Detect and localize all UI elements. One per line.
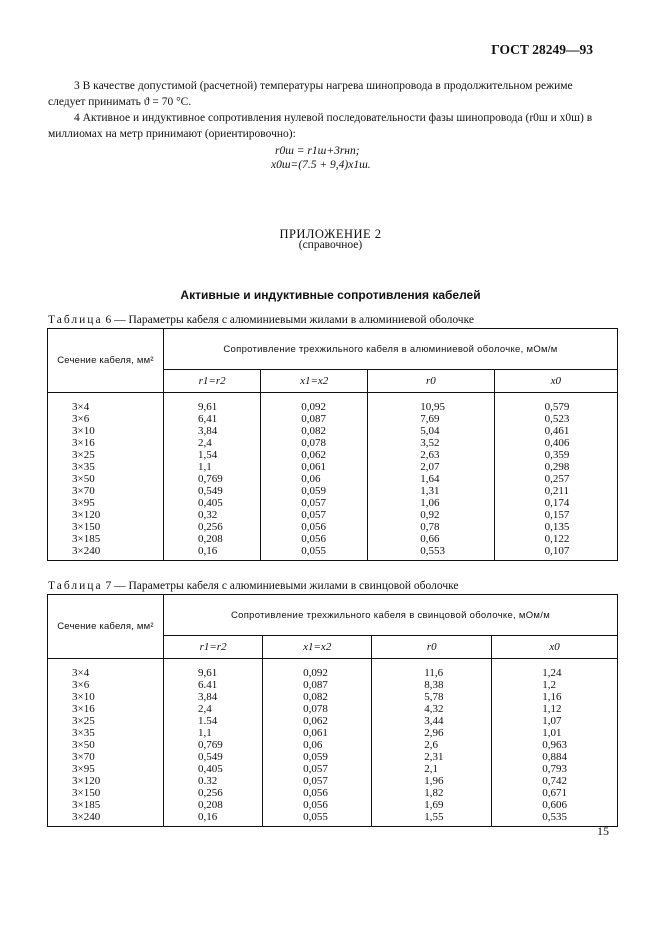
table-7-body — [48, 659, 618, 827]
cell-r0: 0,553 — [368, 545, 494, 561]
table-row — [48, 739, 618, 751]
cell-r1-r2: 1,54 — [164, 449, 261, 461]
table-row — [48, 799, 618, 811]
cell-x1-x2: 0,056 — [261, 533, 368, 545]
cell-r1-r2: 0,256 — [164, 521, 261, 533]
table-row — [48, 533, 618, 545]
cell-r0: 1,96 — [372, 775, 492, 787]
group-header: Сопротивление трехжильного кабеля в алюминиевой оболочке, мОм/м — [164, 329, 618, 370]
cell-x0: 0,535 — [492, 811, 618, 827]
table-row — [48, 437, 618, 449]
paragraph-4: 4 Активное и индуктивное сопротивления нулевой последовательности фазы шинопровода (r0ш и x0ш) в — [74, 112, 593, 124]
cell-x1-x2: 0,056 — [263, 787, 372, 799]
cell-x1-x2: 0,061 — [261, 461, 368, 473]
table-6-caption — [48, 314, 474, 326]
cell-x1-x2: 0,057 — [261, 509, 368, 521]
table-7 — [47, 594, 618, 827]
cell-r1-r2: 1.54 — [164, 715, 263, 727]
formula-x0: x0ш=(7.5 + 9,4)x1ш. — [271, 159, 371, 171]
cell-x1-x2: 0,056 — [263, 799, 372, 811]
table-6 — [47, 328, 618, 561]
table-6-caption-number: 6 — [105, 314, 112, 326]
col-header-x0: x0 — [492, 636, 618, 659]
cell-x0: 1,2 — [492, 679, 618, 691]
cell-section: 3×70 — [48, 751, 164, 763]
cell-x1-x2: 0,057 — [263, 775, 372, 787]
table-row — [48, 473, 618, 485]
cell-r1-r2: 0,208 — [164, 799, 263, 811]
cell-x0: 0,579 — [494, 393, 617, 414]
table-row — [48, 691, 618, 703]
cell-section: 3×70 — [48, 485, 164, 497]
cell-x1-x2: 0,061 — [263, 727, 372, 739]
cell-r1-r2: 0,405 — [164, 497, 261, 509]
table-row — [48, 509, 618, 521]
table-row — [48, 703, 618, 715]
cell-section: 3×185 — [48, 533, 164, 545]
cell-x1-x2: 0,056 — [261, 521, 368, 533]
cell-x0: 0,211 — [494, 485, 617, 497]
cell-r0: 1,31 — [368, 485, 494, 497]
table-row — [48, 425, 618, 437]
page-number: 15 — [597, 824, 609, 838]
paragraph-3 — [48, 78, 614, 94]
table-7-caption-prefix: Таблица — [48, 580, 103, 592]
cell-r1-r2: 2,4 — [164, 437, 261, 449]
table-row — [48, 715, 618, 727]
cell-x1-x2: 0,055 — [261, 545, 368, 561]
table-row — [48, 787, 618, 799]
cell-x1-x2: 0,062 — [263, 715, 372, 727]
table-row — [48, 521, 618, 533]
cell-r0: 3,44 — [372, 715, 492, 727]
cell-section: 3×16 — [48, 437, 164, 449]
document-code: ГОСТ 28249—93 — [491, 42, 593, 57]
section-title: Активные и индуктивные сопротивления кабелей — [180, 288, 481, 302]
cell-x0: 0,107 — [494, 545, 617, 561]
table-6-caption-text: — Параметры кабеля с алюминиевыми жилами в алюминиевой оболочке — [114, 314, 474, 326]
cell-x0: 0,884 — [492, 751, 618, 763]
cell-section: 3×10 — [48, 691, 164, 703]
cell-x1-x2: 0,059 — [263, 751, 372, 763]
cell-r0: 5,78 — [372, 691, 492, 703]
paragraph-3-line-1: 3 В качестве допустимой (расчетной) температуры нагрева шинопровода в продолжительном режиме — [74, 80, 573, 92]
cell-section: 3×6 — [48, 679, 164, 691]
cell-section: 3×120 — [48, 775, 164, 787]
cell-r0: 5,04 — [368, 425, 494, 437]
cell-r1-r2: 0,549 — [164, 751, 263, 763]
col-header-x0: x0 — [494, 370, 617, 393]
cell-x1-x2: 0,087 — [263, 679, 372, 691]
cell-r0: 0,66 — [368, 533, 494, 545]
cell-section: 3×120 — [48, 509, 164, 521]
paragraph-4-line-2: миллиомах на метр принимают (ориентировочно): — [48, 128, 296, 140]
cell-r1-r2: 1,1 — [164, 461, 261, 473]
table-row — [48, 775, 618, 787]
cell-x0: 0,359 — [494, 449, 617, 461]
cell-section: 3×25 — [48, 715, 164, 727]
cell-x0: 0,461 — [494, 425, 617, 437]
table-row — [48, 449, 618, 461]
cell-section: 3×25 — [48, 449, 164, 461]
cell-r0: 7,69 — [368, 413, 494, 425]
cell-r0: 10,95 — [368, 393, 494, 414]
cell-x0: 0,963 — [492, 739, 618, 751]
cell-section: 3×50 — [48, 739, 164, 751]
table-row — [48, 413, 618, 425]
col-header-r0: r0 — [368, 370, 494, 393]
cell-r0: 2,31 — [372, 751, 492, 763]
cell-x0: 1,24 — [492, 659, 618, 680]
cell-x1-x2: 0,057 — [263, 763, 372, 775]
cell-r0: 2,07 — [368, 461, 494, 473]
cell-x0: 1,01 — [492, 727, 618, 739]
cell-r1-r2: 3,84 — [164, 425, 261, 437]
section-header: Сечение кабеля, мм² — [48, 329, 164, 393]
cell-section: 3×185 — [48, 799, 164, 811]
table-7-caption-text: — Параметры кабеля с алюминиевыми жилами в свинцовой оболочке — [114, 580, 459, 592]
cell-r1-r2: 9,61 — [164, 393, 261, 414]
table-row — [48, 485, 618, 497]
cell-x0: 0,523 — [494, 413, 617, 425]
cell-r0: 0,92 — [368, 509, 494, 521]
cell-r1-r2: 0,769 — [164, 739, 263, 751]
cell-x0: 1,07 — [492, 715, 618, 727]
cell-section: 3×95 — [48, 497, 164, 509]
cell-x1-x2: 0,06 — [261, 473, 368, 485]
cell-x1-x2: 0,078 — [261, 437, 368, 449]
cell-r1-r2: 0,256 — [164, 787, 263, 799]
table-row — [48, 751, 618, 763]
table-6-body — [48, 393, 618, 561]
cell-x0: 1,16 — [492, 691, 618, 703]
cell-r0: 2,6 — [372, 739, 492, 751]
table-7-caption-number: 7 — [105, 580, 112, 592]
cell-x1-x2: 0,092 — [263, 659, 372, 680]
cell-r1-r2: 1,1 — [164, 727, 263, 739]
col-header-r1: r1=r2 — [164, 370, 261, 393]
col-header-x1: x1=x2 — [263, 636, 372, 659]
table-row — [48, 679, 618, 691]
cell-section: 3×6 — [48, 413, 164, 425]
appendix-title: ПРИЛОЖЕНИЕ 2 — [279, 227, 382, 241]
cell-r1-r2: 0,16 — [164, 811, 263, 827]
cell-x0: 0,122 — [494, 533, 617, 545]
table-row — [48, 811, 618, 827]
cell-x1-x2: 0,055 — [263, 811, 372, 827]
cell-r0: 3,52 — [368, 437, 494, 449]
cell-x0: 1,12 — [492, 703, 618, 715]
cell-section: 3×16 — [48, 703, 164, 715]
cell-section: 3×4 — [48, 393, 164, 414]
cell-x0: 0,606 — [492, 799, 618, 811]
paragraph-3-line-2: следует принимать ϑ = 70 °С. — [48, 96, 192, 108]
col-header-x1: x1=x2 — [261, 370, 368, 393]
appendix-subtitle: (справочное) — [298, 239, 363, 251]
cell-x0: 0,406 — [494, 437, 617, 449]
cell-x1-x2: 0,062 — [261, 449, 368, 461]
cell-section: 3×35 — [48, 461, 164, 473]
cell-section: 3×150 — [48, 787, 164, 799]
cell-r0: 1,55 — [372, 811, 492, 827]
cell-r0: 8,38 — [372, 679, 492, 691]
cell-r1-r2: 0,549 — [164, 485, 261, 497]
table-row — [48, 659, 618, 680]
cell-r0: 1,06 — [368, 497, 494, 509]
cell-x1-x2: 0,082 — [263, 691, 372, 703]
section-header: Сечение кабеля, мм² — [48, 595, 164, 659]
cell-x1-x2: 0,057 — [261, 497, 368, 509]
cell-x1-x2: 0,06 — [263, 739, 372, 751]
cell-section: 3×4 — [48, 659, 164, 680]
cell-r0: 0,78 — [368, 521, 494, 533]
cell-section: 3×50 — [48, 473, 164, 485]
cell-section: 3×95 — [48, 763, 164, 775]
cell-x1-x2: 0,059 — [261, 485, 368, 497]
cell-x0: 0,157 — [494, 509, 617, 521]
cell-r1-r2: 0,16 — [164, 545, 261, 561]
cell-r1-r2: 0,208 — [164, 533, 261, 545]
cell-section: 3×10 — [48, 425, 164, 437]
cell-r1-r2: 0.32 — [164, 775, 263, 787]
cell-r1-r2: 0,32 — [164, 509, 261, 521]
cell-r0: 4,32 — [372, 703, 492, 715]
cell-x0: 0,671 — [492, 787, 618, 799]
cell-x1-x2: 0,082 — [261, 425, 368, 437]
cell-x0: 0,135 — [494, 521, 617, 533]
table-6-caption-prefix: Таблица — [48, 314, 103, 326]
cell-x0: 0,174 — [494, 497, 617, 509]
table-7-caption — [48, 580, 459, 592]
cell-section: 3×240 — [48, 811, 164, 827]
cell-x1-x2: 0,078 — [263, 703, 372, 715]
cell-x1-x2: 0,087 — [261, 413, 368, 425]
cell-r1-r2: 0,405 — [164, 763, 263, 775]
cell-x0: 0,257 — [494, 473, 617, 485]
cell-r0: 2,1 — [372, 763, 492, 775]
cell-r1-r2: 9,61 — [164, 659, 263, 680]
cell-r0: 1,82 — [372, 787, 492, 799]
table-row — [48, 727, 618, 739]
table-row — [48, 461, 618, 473]
cell-r0: 2,63 — [368, 449, 494, 461]
cell-x0: 0,298 — [494, 461, 617, 473]
cell-x0: 0,793 — [492, 763, 618, 775]
table-row — [48, 545, 618, 561]
cell-r1-r2: 0,769 — [164, 473, 261, 485]
cell-r0: 1,69 — [372, 799, 492, 811]
col-header-r1: r1=r2 — [164, 636, 263, 659]
cell-x0: 0,742 — [492, 775, 618, 787]
cell-r0: 11,6 — [372, 659, 492, 680]
formula-r0: r0ш = r1ш+3rнп; — [275, 145, 360, 157]
table-row — [48, 393, 618, 414]
cell-r1-r2: 3,84 — [164, 691, 263, 703]
table-row — [48, 763, 618, 775]
cell-section: 3×150 — [48, 521, 164, 533]
cell-x1-x2: 0,092 — [261, 393, 368, 414]
cell-r0: 1,64 — [368, 473, 494, 485]
table-row — [48, 497, 618, 509]
cell-r1-r2: 6,41 — [164, 413, 261, 425]
cell-r1-r2: 6.41 — [164, 679, 263, 691]
group-header: Сопротивление трехжильного кабеля в свинцовой оболочке, мОм/м — [164, 595, 618, 636]
cell-section: 3×240 — [48, 545, 164, 561]
cell-r0: 2,96 — [372, 727, 492, 739]
cell-r1-r2: 2,4 — [164, 703, 263, 715]
col-header-r0: r0 — [372, 636, 492, 659]
cell-section: 3×35 — [48, 727, 164, 739]
